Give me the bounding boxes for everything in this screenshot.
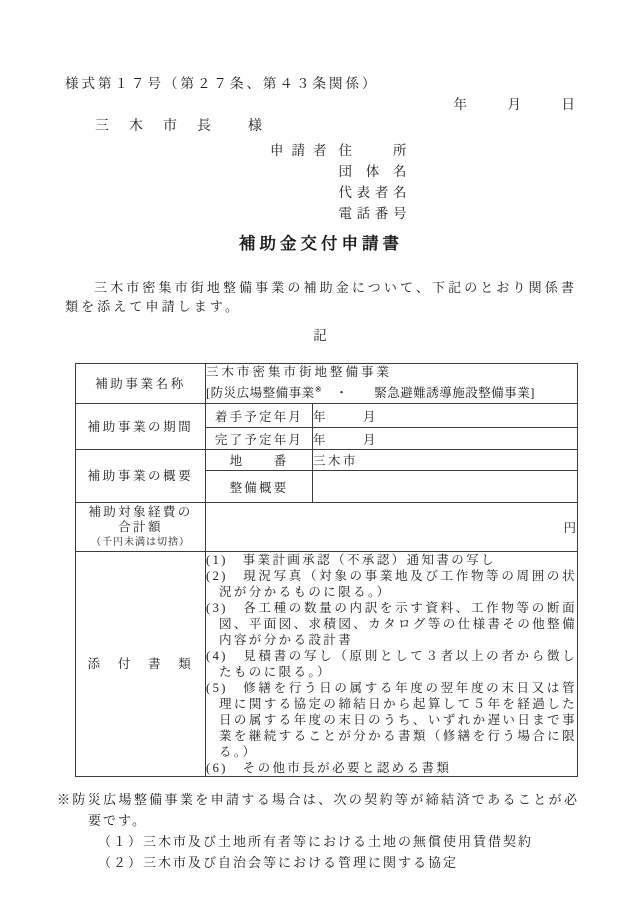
period-start-value: 年 月: [313, 404, 578, 428]
row-expense-total: [76, 503, 578, 552]
applicant-field-address: 住所: [338, 143, 407, 158]
attachment-item-4: (4) 見積書の写し（原則として３者以上の者から徴したものに限る。）: [206, 649, 577, 679]
period-label: 補助事業の期間: [76, 404, 206, 450]
expense-rounding-note: （千円未満は切捨）: [91, 536, 190, 548]
outline-label: 補助事業の概要: [76, 450, 206, 503]
attachment-item-2: (2) 現況写真（対象の事業地及び工作物等の周囲の状況が分かるものに限る。）: [206, 569, 577, 599]
expense-total-label: 補助対象経費の 合計額 （千円未満は切捨）: [76, 503, 206, 552]
document-content: [57, 0, 579, 873]
application-form-table: [75, 363, 578, 777]
attachment-item-6: (6) その他市長が必要と認める書類: [206, 761, 452, 775]
expense-total-value: 円: [206, 503, 578, 552]
ki-marker: 記: [313, 328, 329, 343]
applicant-label: 申請者: [270, 143, 335, 158]
row-attachments: [76, 552, 578, 777]
applicant-block: [270, 140, 577, 224]
applicant-field-phone: 電話番号: [338, 206, 407, 221]
applicant-field-organization: 団体名: [338, 164, 407, 179]
footnote-item-2: （２）三木市及び自治会等における管理に関する協定: [98, 855, 459, 870]
applicant-fields: [339, 140, 407, 224]
outline-detail-label: 整備概要: [206, 471, 313, 503]
period-end-label: 完了予定年月: [206, 428, 313, 450]
document-title: 補助金交付申請書: [239, 234, 403, 253]
addressee-mayor: 三 木 市 長 様: [95, 119, 265, 134]
project-name-line2: [防災広場整備事業※ ・ 緊急避難誘導施設整備事業]: [206, 384, 535, 401]
row-outline-lot: [76, 450, 578, 471]
outline-detail-value: [313, 471, 578, 503]
project-name-line1: 三木市密集市街地整備事業: [206, 365, 393, 380]
body-paragraph: 三木市密集市街地整備事業の補助金について、下記のとおり関係書類を添えて申請します。: [65, 280, 577, 314]
period-start-label: 着手予定年月: [206, 404, 313, 428]
footnote-item-1: （１）三木市及び土地所有者等における土地の無償使用賃借契約: [98, 834, 534, 849]
form-number: 様式第１７号（第２７条、第４３条関係）: [65, 76, 379, 91]
footnote-block: [57, 789, 579, 873]
footnote-note: ※防災広場整備事業を申請する場合は、次の契約等が締結済であることが必要です。: [57, 792, 579, 828]
date-line: 年 月 日: [453, 97, 575, 112]
attachment-item-1: (1) 事業計画承認（不承認）通知書の写し: [206, 553, 496, 567]
project-name-label: 補助事業名称: [76, 364, 206, 404]
lot-number-value: 三木市: [313, 450, 578, 471]
row-period-start: [76, 404, 578, 428]
attachment-item-5: (5) 修繕を行う日の属する年度の翌年度の末日又は管理に関する協定の締結日から起算して５年を経過した日の属する年度の末日のうち、いずれか遅い日まで事業を継続することが分かる書類（修繕を行う場合に限る。）: [206, 681, 577, 759]
row-project-name: [76, 364, 578, 404]
asterisk-note-marker: ※: [314, 384, 323, 395]
attachments-label: 添 付 書 類: [76, 552, 206, 777]
project-name-value: [206, 364, 578, 404]
attachment-item-3: (3) 各工種の数量の内訳を示す資料、工作物等の断面図、平面図、求積図、カタログ等の仕様書その他整備内容が分かる設計書: [206, 601, 577, 647]
applicant-field-representative: 代表者名: [338, 185, 407, 200]
attachments-list: [206, 552, 578, 777]
period-end-value: 年 月: [313, 428, 578, 450]
lot-number-label: 地 番: [206, 450, 313, 471]
